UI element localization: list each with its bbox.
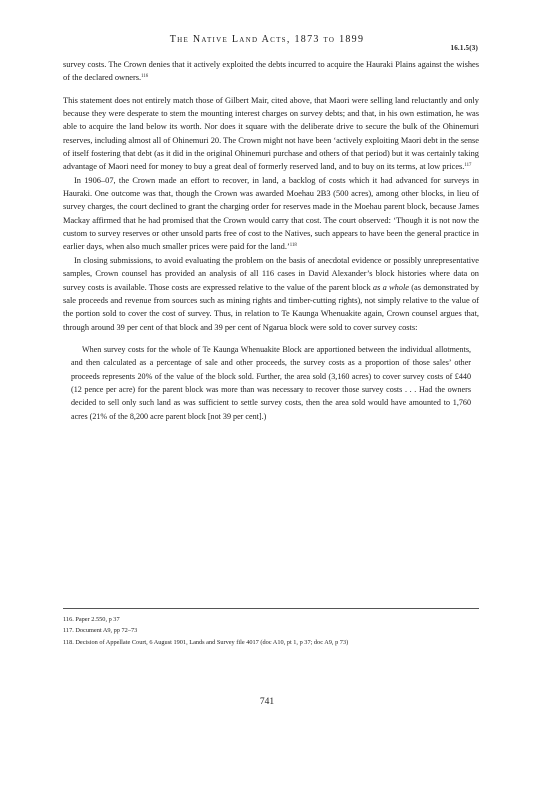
- section-reference: 16.1.5(3): [450, 44, 478, 52]
- footnotes: [63, 614, 479, 648]
- page-number: 741: [259, 697, 275, 707]
- footnote-divider: [63, 608, 479, 609]
- block-quote: When survey costs for the whole of Te Kaunga Whenuakite Block are apportioned between the individual allotments, and then calculated as a percentage of sale and other proceeds, the survey costs as a proportion of those sales’ other proceeds represents 20% of the value of the block sold. Further, the area sold (3,160 acres) to cover survey costs of £440 (12 pence per acre) for the parent block was more than was necessary to recover those survey costs . . . Had the owners decided to sell only such land as was sufficient to settle survey costs, then the area sold would have amounted to 1,760 acres (21% of the 8,200 acre parent block [not 39 per cent].): [71, 344, 471, 421]
- paragraph-text: This statement does not entirely match those of Gilbert Mair, cited above, that Maori were selling land reluctantly and only because they were desperate to stem the mounting interest charges on survey debts; and that, in his own estimation, he was able to acquire the land below its worth. Nor does it square with the deliberate drive to secure the bulk of the Ohinemuri reserves, including almost all of Ohinemuri 20. The Crown might not have been ‘actively exploiting Maori debt in the sense of itself fostering that debt (as it did in the original Ohinemuri purchase and others of that period) but it was certainly taking advantage of Maori need for money to buy a great deal of formerly reserved land, and to buy on its terms, at low prices.: [63, 95, 479, 172]
- running-head: The Native Land Acts, 1873 to 1899: [169, 34, 365, 45]
- footnote-ref: 117: [464, 163, 472, 169]
- footnote-ref: 116: [141, 74, 149, 80]
- footnote-ref: 118: [289, 243, 297, 249]
- paragraph: [63, 94, 479, 174]
- body-text: [63, 58, 479, 423]
- paragraph-text: (as demonstrated by sale proceeds and revenue from sources such as mining rights and timber-cutting rights), not simply relative to the value of the portion sold to cover the cost of survey. Thus, in relation to Te Kaunga Whenuakite again, Crown counsel argues that, through around 39 per cent of that block and 39 per cent of Ngarua block were sold to cover survey costs:: [63, 282, 479, 332]
- paragraph-continued: [63, 58, 479, 85]
- paragraph: [63, 174, 479, 254]
- footnote: 117. Document A9, pp 72–73: [63, 627, 138, 635]
- emphasis-text: as a whole: [372, 282, 410, 292]
- footnote: 118. Decision of Appellate Court, 6 August 1901, Lands and Survey file 4017 (doc A10, pt 1, p 37; doc A9, p 73): [63, 638, 349, 646]
- footnote: 116. Paper 2.550, p 37: [63, 616, 120, 623]
- paragraph: [63, 254, 479, 334]
- paragraph-text: survey costs. The Crown denies that it actively exploited the debts incurred to acquire the Hauraki Plains against the wishes of the declared owners.: [63, 60, 479, 83]
- paragraph-text: In closing submissions, to avoid evaluating the problem on the basis of anecdotal evidence or possibly unrepresentative samples, Crown counsel has provided an analysis of all 116 cases in David Alexander’s block histories where data on survey costs is available. Those costs are expressed relative to the value of the parent block: [63, 255, 479, 292]
- paragraph-text: In 1906–07, the Crown made an effort to recover, in land, a backlog of costs which it had advanced for surveys in Hauraki. One outcome was that, though the Crown was awarded Moehau 2B3 (500 acres), among other blocks, in lieu of survey charges, the court declined to grant the charging order for reserves made in the Moehau parent block, because James Mackay affirmed that he had promised that the Crown would carry that cost. The court observed: ‘Though it is not now the custom to survey reserves or other unsold parts free of cost to the Natives, such appears to have been the general practice in earlier days, when also much smaller prices were paid for the land.’: [63, 175, 479, 252]
